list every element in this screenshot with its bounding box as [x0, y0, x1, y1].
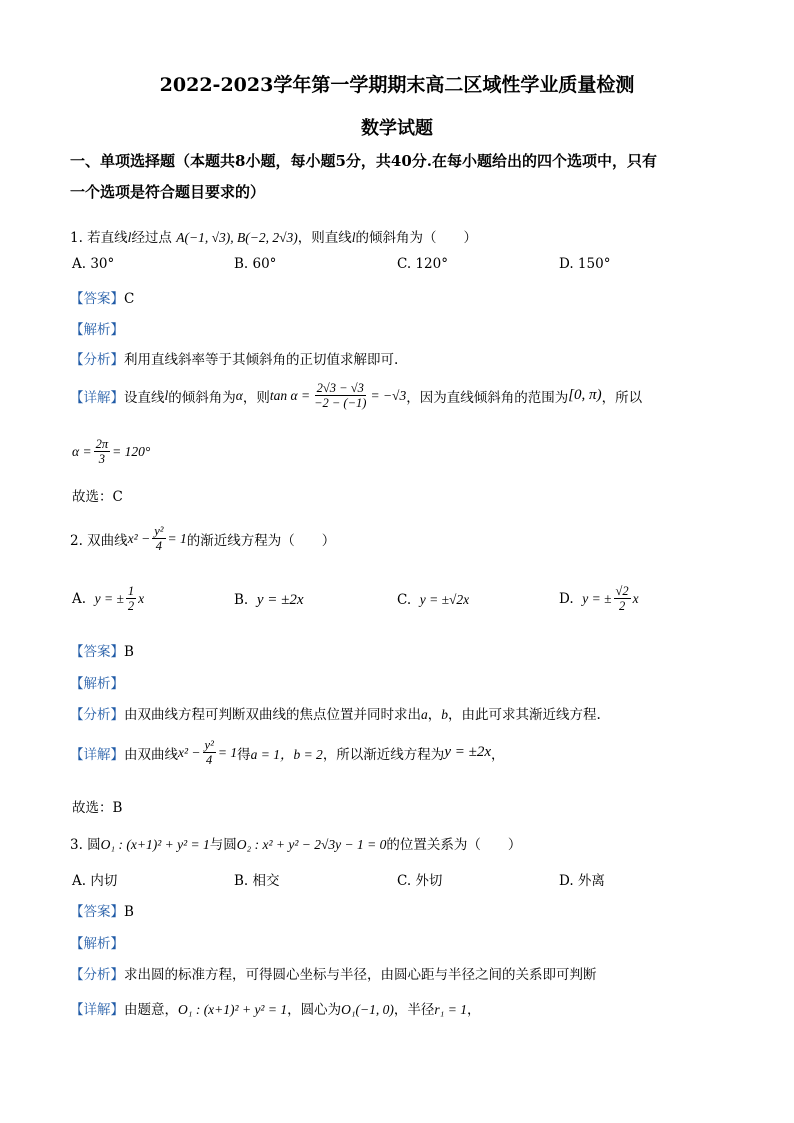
- q1-option-a: A. 30°: [72, 256, 115, 272]
- q1-points: A(−1, √3), B(−2, 2√3): [176, 230, 298, 245]
- q3-fenxi: 【分析】求出圆的标准方程，可得圆心坐标与半径，由圆心距与半径之间的关系即可判断: [70, 967, 597, 983]
- q1-fenxi: 【分析】利用直线斜率等于其倾斜角的正切值求解即可.: [70, 352, 399, 368]
- q3-detail: 【详解】由题意，O₁ : (x+1)² + y² = 1，圆心为O₁(−1, 0)，半径r₁ = 1，: [70, 1002, 481, 1018]
- q1-alpha-result: α = $\frac{2\pi}{3}$ = 120°: [72, 437, 151, 467]
- q3-option-b: B. 相交: [234, 873, 280, 889]
- page-title: 2022-2023学年第一学期期末高二区域性学业质量检测: [159, 74, 635, 96]
- q2-answer: 【答案】B: [70, 644, 134, 660]
- q2-stem: 2. 双曲线 x² − $\frac{\text{y²}}{4}$ = 1 的渐近线方程为（ ）: [70, 524, 336, 554]
- q3-option-d: D. 外离: [559, 873, 605, 889]
- q1-option-d: D. 150°: [559, 256, 611, 272]
- q1-tan-fraction: $\frac{2√3 - √3}{-2 - (-1)}$: [314, 381, 367, 411]
- q3-stem: 3. 圆O₁ : (x+1)² + y² = 1与圆O₂ : x² + y² − 2√3y − 1 = 0的位置关系为（ ）: [70, 837, 522, 853]
- q1-choice: 故选：C: [72, 489, 123, 505]
- q2-option-a: A. y = ± $\frac{1}{2}$ x: [72, 584, 145, 614]
- section-heading-line1: 一、单项选择题（本题共8小题，每小题5分，共40分.在每小题给出的四个选项中，只有: [70, 152, 657, 170]
- q1-answer: 【答案】C: [70, 291, 135, 307]
- q2-analysis-label: 【解析】: [70, 676, 124, 692]
- q1-option-b: B. 60°: [234, 256, 277, 272]
- section-heading-line2: 一个选项是符合题目要求的）: [70, 183, 266, 201]
- q1-detail: 【详解】 设直线 l 的倾斜角为 α ，则 tan α = $\frac{2√3 - √3}{-2 - (-1)}$ = −√3 ，因为直线倾斜角的范围为 [0, π) ，所以: [70, 381, 643, 411]
- q3-option-c: C. 外切: [397, 873, 443, 889]
- q3-analysis-label: 【解析】: [70, 936, 124, 952]
- page-subtitle: 数学试题: [361, 118, 433, 139]
- q1-stem: 1. 若直线l经过点 A(−1, √3), B(−2, 2√3)，则直线l的倾斜角为（ ）: [70, 230, 478, 246]
- q2-detail: 【详解】 由双曲线 x² − $\frac{\text{y²}}{4}$ = 1 得 a = 1，b = 2 ，所以渐近线方程为 y = ±2x ，: [70, 738, 505, 768]
- q2-option-d: D. y = ± $\frac{√2}{2}$ x: [559, 584, 639, 614]
- q1-option-c: C. 120°: [397, 256, 448, 272]
- q2-option-c: C. y = ±√2x: [397, 592, 470, 608]
- q1-analysis-label: 【解析】: [70, 322, 124, 338]
- q2-fenxi: 【分析】由双曲线方程可判断双曲线的焦点位置并同时求出a，b，由此可求其渐近线方程.: [70, 707, 601, 723]
- q3-answer: 【答案】B: [70, 904, 134, 920]
- q2-option-b: B. y = ±2x: [234, 592, 304, 608]
- q3-option-a: A. 内切: [72, 873, 118, 889]
- q2-choice: 故选：B: [72, 800, 123, 816]
